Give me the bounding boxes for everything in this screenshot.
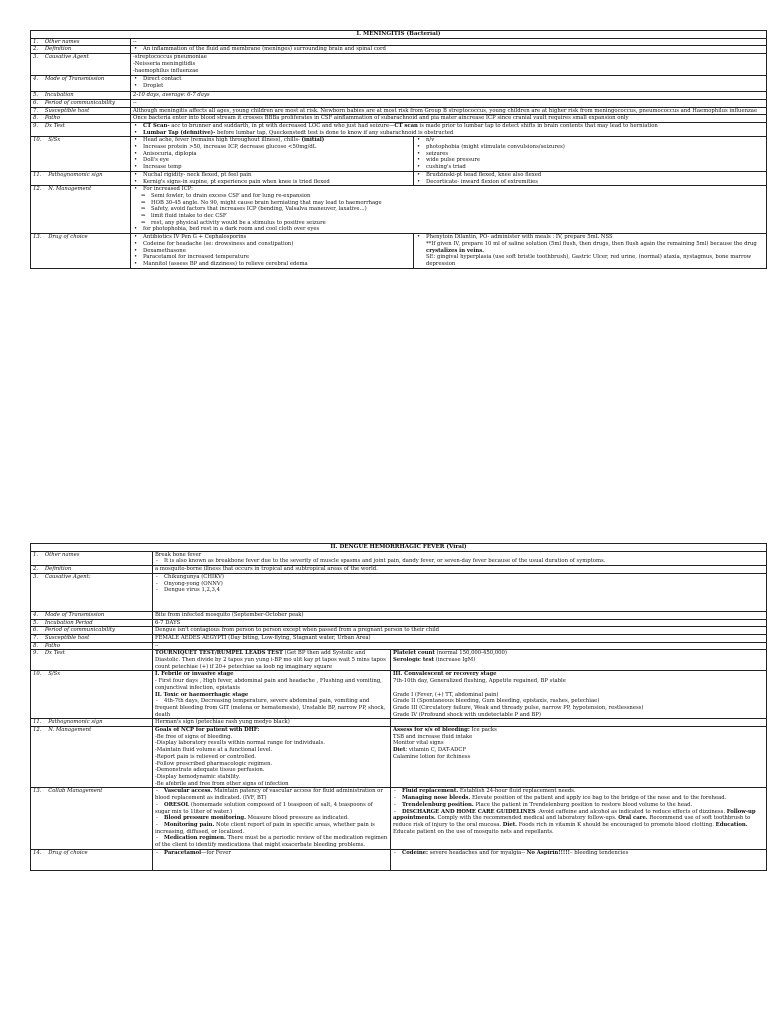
table-row	[31, 634, 767, 642]
row-label: 14. Drug of choice	[31, 849, 153, 870]
row-value: Once bacteria enter into blood stream it crosses BBBa proliferates in CSF ainflammation of subarachnoid and pia mater aincrease ICP since cranial vault requires small expansion only	[131, 115, 767, 123]
row-label: 12. N. Management	[31, 727, 153, 788]
row-value: 2-10 days, average: 6-7 days	[131, 92, 767, 100]
row-value: • Phenytoin Dilantin, PO- administer with meals : IV, prepare 5mL NSS **If given IV, prepare 10 ml of saline solution (5ml flush, then drugs, then flush again the remaining 5ml) because the drug crystalizes in veins. SE: gingival hyperplasia (use soft bristle toothbrush), Gastric Ulcer, red urine, (normal) ataxia, nystagmus, bone marrow depression	[414, 234, 767, 269]
table-row	[31, 76, 767, 92]
table-row	[31, 719, 767, 727]
table-row	[31, 650, 767, 671]
row-value	[391, 719, 767, 727]
row-value: • Brudzinski-pt head flexed, knee also flexed • Decorticate- inward flexion of extremities	[414, 171, 767, 185]
table-row	[31, 137, 767, 172]
table-row	[31, 627, 767, 635]
meningitis-table	[30, 30, 767, 269]
row-value: • Head ache, fever (remains high throughout illness), chills- (initial) • Increase protein >50, increase ICP, decrease glucose <50mg/dL • Anisocuria, diplopia • Doll's eye • Increase temp	[131, 137, 414, 172]
row-label: 2. Definition	[31, 566, 153, 574]
row-value: --	[131, 99, 767, 107]
row-label: 5. Incubation	[31, 92, 131, 100]
row-value: Platelet count (normal 150,000-450,000) Serologic test (increase IgM)	[391, 650, 767, 671]
row-label: 4. Mode of Transmission	[31, 611, 153, 619]
row-label: 8. Patho	[31, 115, 131, 123]
dengue-title: II. DENGUE HEMORRHAGIC FEVER (Viral)	[31, 544, 767, 552]
row-label: 9. Dx Test	[31, 122, 131, 136]
table-row	[31, 788, 767, 849]
row-label: 5. Incubation Period	[31, 619, 153, 627]
row-value: 6-7 DAYS	[153, 619, 767, 627]
dengue-table	[30, 543, 767, 871]
row-label: 7. Susceptible host	[31, 107, 131, 115]
row-value: • For increased ICP: ⇒ Semi fowler, to drain excess CSF and for lung re-expansion ⇒ HOB 30-45 angle. No 90, might cause brain herniating that may lead to haemorrhage ⇒ Safety, avoid factors that increases ICP (bending, Valsalva maneuver, laxative...) ⇒ limit fluid intake to dec CSF ⇒ rest, any physical activity would be a stimulus to positive seizure • for photophobia, bed rest in a dark room and cool cloth over eyes	[131, 186, 767, 234]
row-label: 11. Pathognomonic sign	[31, 719, 153, 727]
row-label: 12. N. Management	[31, 186, 131, 234]
table-row	[31, 566, 767, 574]
row-value: - Fluid replacement. Establish 24-hour fluid replacement needs. - Managing nose bleeds. Elevate position of the patient and apply ice bag to the bridge of the nose and to the forehead. - Trendelenburg position. Place the patient in Trendelenburg position to restore blood volume to the head. - DISCHARGE AND HOME CARE GUIDELINES :Avoid caffeine and alcohol as indicated to reduce effects of dizziness. Follow-up appointments. Comply with the recommended medical and laboratory follow-ups. Oral care. Recommend use of soft toothbrush to reduce risk of injury to the oral mucosa. Diet. Foods rich in vitamin K should be encouraged to promote blood clotting. Education. Educate patient on the use of mosquito nets and repellants.	[391, 788, 767, 849]
table-row	[31, 727, 767, 788]
row-value: I. Febrile or invasive stage - First four days , High fever, abdominal pain and headache , Flushing and vomiting, conjunctival infection, epistaxis II. Toxic or haemorrhagic stage - 4th-7th days, Decreasing temperature, severe abdominal pain, vomiting and frequent bleeding from GIT (melena or hematemesis), Unstable BP, narrow PP, shock, death	[153, 671, 391, 719]
row-label: 3. Causative Agent	[31, 54, 131, 76]
row-label: 13. Drug of choice	[31, 234, 131, 269]
table-row	[31, 551, 767, 565]
table-row	[31, 122, 767, 136]
row-value: • Antibiotics IV Pen G + Cephalosporins • Codeine for headache (se: drowsiness and constipation) • Dexamethasone • Paracetamol for increased temperature • Mannitol (assess BP and dizziness) to relieve cerebral edema	[131, 234, 414, 269]
row-value: - Chikungunya (CHIKV) - Onyong-yong (ONNV) - Dengue virus 1,2,3,4	[153, 573, 767, 611]
row-label: 7. Susceptible host	[31, 634, 153, 642]
row-value: • Direct contact • Droplet	[131, 76, 767, 92]
row-value: --	[153, 642, 767, 650]
row-value: Bite from infected mosquito (September-October peak)	[153, 611, 767, 619]
row-value: a mosquito-borne illness that occurs in tropical and subtropical areas of the world.	[153, 566, 767, 574]
table-row	[31, 642, 767, 650]
row-label: 1. Other names	[31, 38, 131, 46]
table-row	[31, 849, 767, 870]
table-row	[31, 38, 767, 46]
table-row	[31, 186, 767, 234]
row-value: • CT Scan- acc to brunner and suddarth, in pt with decreased LOC and who just had seizure—CT scan is made prior to lumbar tap to detect shifts in brain contents that may lead to herniation • Lumbar Tap (definitive)- before lumbar tap, Queckenstedt test is done to know if any subarachnoid is obstructed	[131, 122, 767, 136]
row-value: Herman's sign (petechiae rash yung medyo black)	[153, 719, 391, 727]
row-value: - Paracetamol—for Fever	[153, 849, 391, 870]
row-label: 3. Causative Agent:	[31, 573, 153, 611]
table-row	[31, 54, 767, 76]
row-value: III. Convalescent or recovery stage 7th-10th day, Generalized flushing, Appetite regained, BP stable Grade I (Fever, (+) TT, abdominal pain) Grade II (Spontaneous bleeding, Gum bleeding, epistaxis, rashes, petechiae) Grade III (Circulatory failure, Weak and thready pulse, narrow PP, hypotension, restlessness) Grade IV (Profound shock with undetectable P and BP)	[391, 671, 767, 719]
row-value: - Vascular access. Maintain patency of vascular access for fluid administration or blood replacement as indicated. (IVF, BT) - ORESOL (homemade solution composed of 1 teaspoon of salt, 4 teaspoons of sugar mix to 1liter of water.) - Blood pressure monitoring. Measure blood pressure as indicated. - Monitoring pain. Note client report of pain in specific areas, whether pain is increasing, diffused, or localized. - Medication regimen. There must be a periodic review of the medication regimen of the client to identify medications that might exacerbate bleeding problems.	[153, 788, 391, 849]
meningitis-title: I. MENINGITIS (Bacterial)	[31, 31, 767, 39]
table-row	[31, 92, 767, 100]
row-label: 6. Period of communicability	[31, 627, 153, 635]
table-row	[31, 115, 767, 123]
row-value: • n/v • photophobia (might stimulate convulsions/seizures) • seizures • wide pulse pressure • cushing's triad	[414, 137, 767, 172]
row-value: Assess for s/s of bleeding: Ice packs TSB and increase fluid intake Monitor vital signs Diet: vitamin C, DAT-ADCF Calamine lotion for itchiness	[391, 727, 767, 788]
row-label: 1. Other names	[31, 551, 153, 565]
row-label: 11. Pathognomonic sign	[31, 171, 131, 185]
table-row	[31, 234, 767, 269]
row-value: Goals of NCP for patient with DHF: -Be free of signs of bleeding. -Display laboratory results within normal range for individuals. -Maintain fluid volume at a functional level. -Report pain is relieved or controlled. -Follow prescribed pharmacologic regimen. -Demonstrate adequate tissue perfusion. -Display hemodynamic stability. -Be afebrile and free from other signs of infection	[153, 727, 391, 788]
row-label: 9. Dx Test	[31, 650, 153, 671]
row-value: -streptococcus pneumoniae -Neisseria meningitidis -haemophilus influenzae	[131, 54, 767, 76]
row-value: Break bone fever - It is also known as breakbone fever due to the severity of muscle spasms and joint pain, dandy fever, or seven-day fever because of the usual duration of symptoms.	[153, 551, 767, 565]
row-value: Dengue isn't contagious from person to person except when passed from a pregnant person to their child	[153, 627, 767, 635]
table-row	[31, 671, 767, 719]
row-value: - Codeine: severe headaches and for myalgia-- No Aspirin!!!!!– bleeding tendencies	[391, 849, 767, 870]
row-label: 10. S/Sx	[31, 671, 153, 719]
table-row	[31, 99, 767, 107]
table-row	[31, 107, 767, 115]
row-label: 13. Collab Management	[31, 788, 153, 849]
row-label: 8. Patho	[31, 642, 153, 650]
row-value: • An inflammation of the fluid and membrane (meninges) surrounding brain and spinal cord	[131, 46, 767, 54]
table-row	[31, 619, 767, 627]
row-value: FEMALE AEDES AEGYPTI (Day biting, Low-flying, Stagnant water, Urban Area)	[153, 634, 767, 642]
row-value: • Nuchal rigidity- neck flexed, pt feel pain • Kernig's signs-in supine, pt experience pain when knee is tried flexed	[131, 171, 414, 185]
row-label: 6. Period of communicability	[31, 99, 131, 107]
table-row	[31, 573, 767, 611]
table-row	[31, 171, 767, 185]
row-value: Although meningitis affects all ages, young children are most at risk. Newborn babies are at most risk from Group B streptococcus, young children are at higher risk from meningococcus, pneumococcus and Haemophilus influenzae	[131, 107, 767, 115]
row-value: TOURNIQUET TEST/RUMPEL LEADS TEST (Get BP then add Systolic and Diastolic. Then divide by 2 tapos yun yung i-BP mo ulit kay pt tapos wait 5 mins tapos count petechiae (+) if 20+ petechiae sa loob ng imaginary square	[153, 650, 391, 671]
row-label: 2. Definition	[31, 46, 131, 54]
row-label: 10. S/Sx	[31, 137, 131, 172]
row-value: --	[131, 38, 767, 46]
table-row	[31, 611, 767, 619]
row-label: 4. Mode of Transmission	[31, 76, 131, 92]
table-row	[31, 46, 767, 54]
